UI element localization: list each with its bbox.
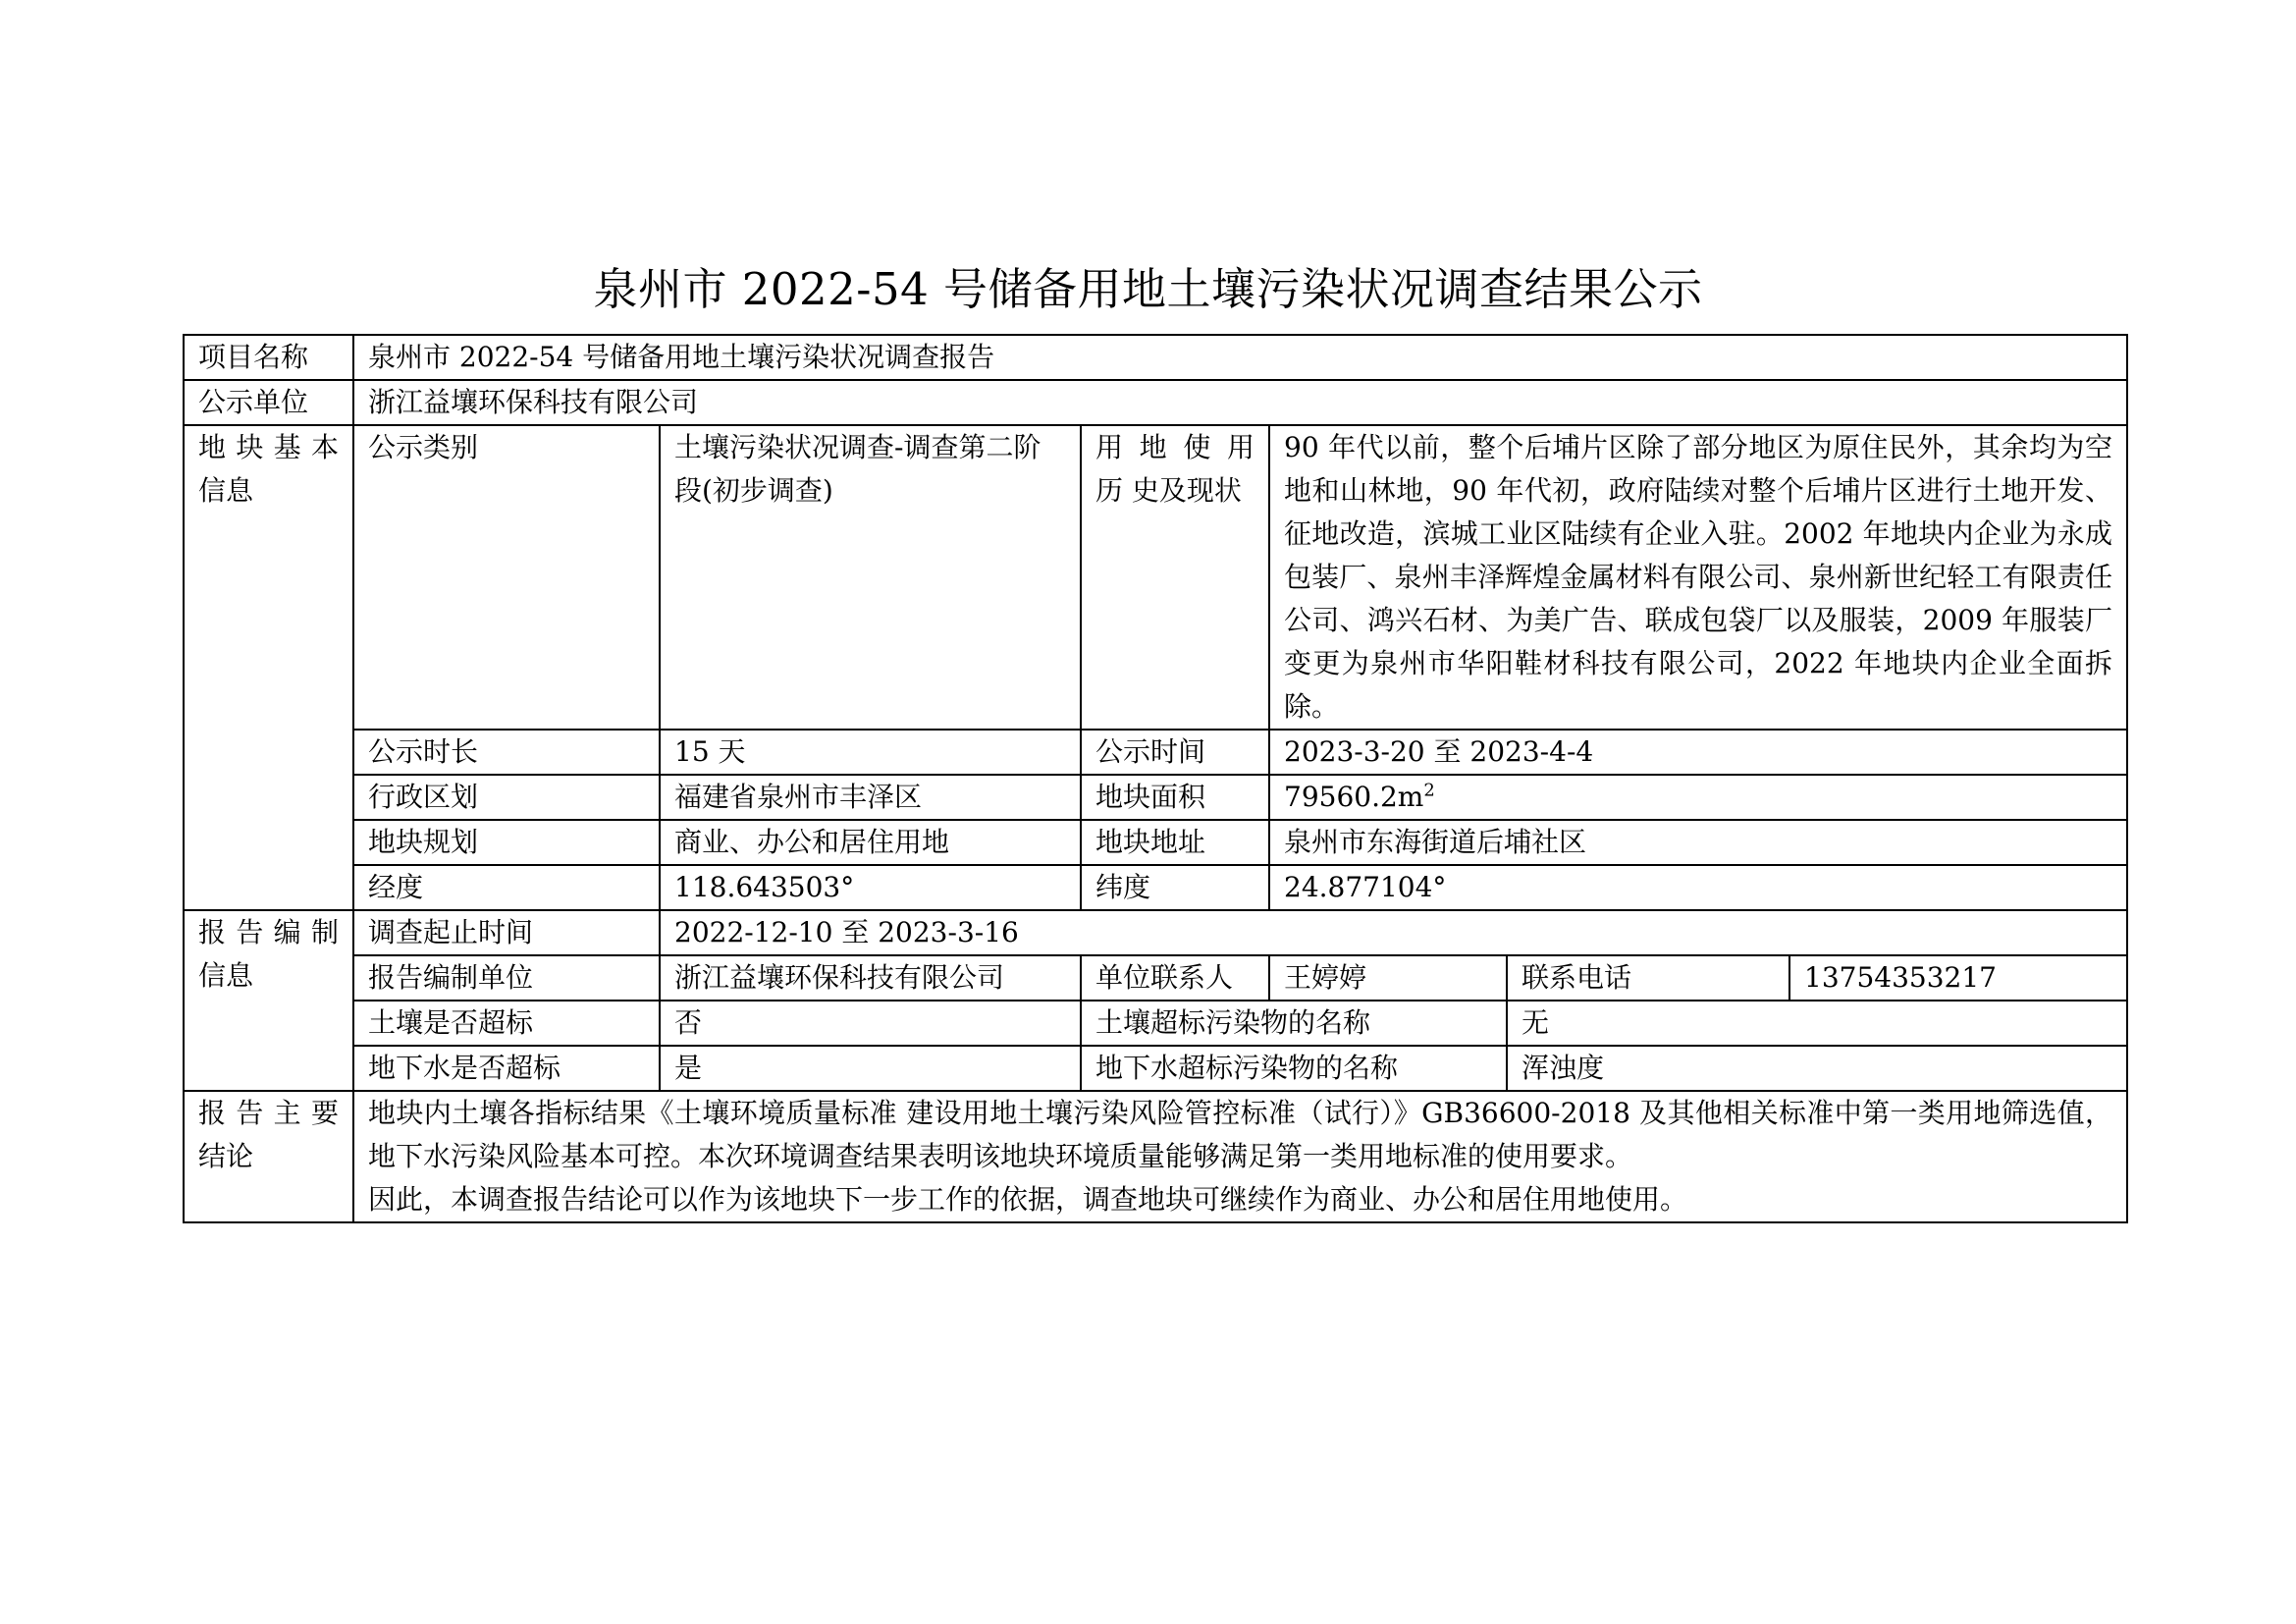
row-survey-period [184, 910, 2127, 955]
longitude-label: 经度 [353, 865, 660, 910]
soil-pollutant-value: 无 [1507, 1001, 2127, 1046]
project-value: 泉州市 2022-54 号储备用地土壤污染状况调查报告 [353, 335, 2127, 380]
row-district [184, 775, 2127, 820]
publisher-value: 浙江益壤环保科技有限公司 [353, 380, 2127, 425]
area-cell [1269, 775, 2127, 820]
row-compiler [184, 955, 2127, 1001]
category-label: 公示类别 [353, 425, 660, 730]
conclusion-cell [353, 1091, 2127, 1222]
water-pollutant-value: 浑浊度 [1507, 1046, 2127, 1091]
row-planning [184, 820, 2127, 865]
latitude-value: 24.877104° [1269, 865, 2127, 910]
area-unit-superscript: 2 [1423, 780, 1435, 801]
survey-period-value: 2022-12-10 至 2023-3-16 [660, 910, 2127, 955]
row-duration [184, 730, 2127, 775]
soil-pollutant-label: 土壤超标污染物的名称 [1081, 1001, 1507, 1046]
planning-label: 地块规划 [353, 820, 660, 865]
compiler-label: 报告编制单位 [353, 955, 660, 1001]
duration-label: 公示时长 [353, 730, 660, 775]
row-soil [184, 1001, 2127, 1046]
survey-period-label: 调查起止时间 [353, 910, 660, 955]
history-label: 用 地 使 用 历 史及现状 [1081, 425, 1269, 730]
soil-exceed-value: 否 [660, 1001, 1081, 1046]
duration-value: 15 天 [660, 730, 1081, 775]
water-exceed-label: 地下水是否超标 [353, 1046, 660, 1091]
planning-value: 商业、办公和居住用地 [660, 820, 1081, 865]
history-value: 90 年代以前，整个后埔片区除了部分地区为原住民外，其余均为空地和山林地，90 年代初，政府陆续对整个后埔片区进行土地开发、征地改造，滨城工业区陆续有企业入驻。2002 年地块内企业为永成包装厂、泉州丰泽辉煌金属材料有限公司、泉州新世纪轻工有限责任公司、鸿兴石材、为美广告、联成包袋厂以及服装，2009 年服装厂变更为泉州市华阳鞋材科技有限公司，2022 年地块内企业全面拆除。 [1269, 425, 2127, 730]
period-value: 2023-3-20 至 2023-4-4 [1269, 730, 2127, 775]
district-label: 行政区划 [353, 775, 660, 820]
contact-value: 王婷婷 [1269, 955, 1507, 1001]
district-value: 福建省泉州市丰泽区 [660, 775, 1081, 820]
longitude-value: 118.643503° [660, 865, 1081, 910]
row-project [184, 335, 2127, 380]
conclusion-paragraph-1: 地块内土壤各指标结果《土壤环境质量标准 建设用地土壤污染风险管控标准（试行）》GB36600-2018 及其他相关标准中第一类用地筛选值，地下水污染风险基本可控。本次环境调查结果表明该地块环境质量能够满足第一类用地标准的使用要求。 [368, 1097, 2112, 1172]
phone-value: 13754353217 [1789, 955, 2127, 1001]
publisher-label: 公示单位 [184, 380, 353, 425]
address-label: 地块地址 [1081, 820, 1269, 865]
area-label: 地块面积 [1081, 775, 1269, 820]
latitude-label: 纬度 [1081, 865, 1269, 910]
row-publisher [184, 380, 2127, 425]
project-label: 项目名称 [184, 335, 353, 380]
page-title: 泉州市 2022-54 号储备用地土壤污染状况调查结果公示 [593, 263, 1703, 315]
disclosure-table [183, 334, 2128, 1223]
water-pollutant-label: 地下水超标污染物的名称 [1081, 1046, 1507, 1091]
site-info-label: 地 块 基 本 信息 [184, 425, 353, 910]
category-value: 土壤污染状况调查-调查第二阶段(初步调查) [660, 425, 1081, 730]
report-info-label: 报 告 编 制 信息 [184, 910, 353, 1091]
row-groundwater [184, 1046, 2127, 1091]
row-conclusion [184, 1091, 2127, 1222]
conclusion-paragraph-2: 因此，本调查报告结论可以作为该地块下一步工作的依据，调查地块可继续作为商业、办公和居住用地使用。 [368, 1183, 1688, 1216]
soil-exceed-label: 土壤是否超标 [353, 1001, 660, 1046]
water-exceed-value: 是 [660, 1046, 1081, 1091]
address-value: 泉州市东海街道后埔社区 [1269, 820, 2127, 865]
row-coordinates [184, 865, 2127, 910]
compiler-value: 浙江益壤环保科技有限公司 [660, 955, 1081, 1001]
conclusion-label: 报 告 主 要 结论 [184, 1091, 353, 1222]
phone-label: 联系电话 [1507, 955, 1789, 1001]
contact-label: 单位联系人 [1081, 955, 1269, 1001]
row-category [184, 425, 2127, 730]
period-label: 公示时间 [1081, 730, 1269, 775]
area-value: 79560.2m [1284, 781, 1424, 813]
